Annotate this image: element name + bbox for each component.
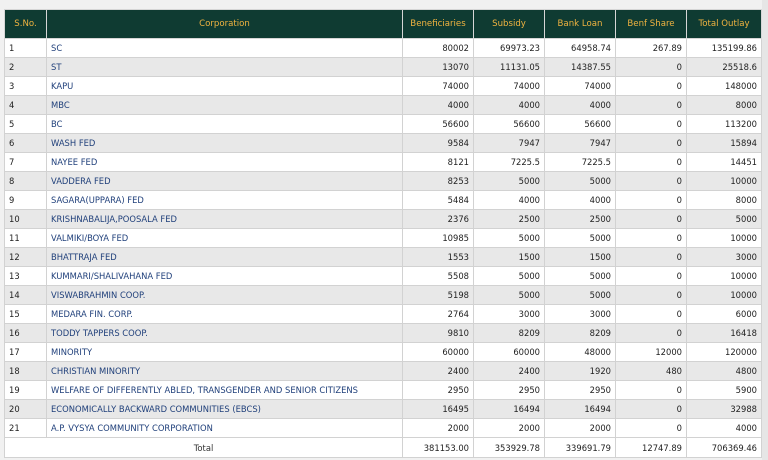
row-beneficiaries: 4000: [403, 96, 474, 115]
row-total-outlay: 25518.6: [687, 58, 762, 77]
table-row: [5, 96, 762, 115]
row-benf-share: 480: [616, 362, 687, 381]
row-bank-loan: 4000: [545, 191, 616, 210]
row-corporation-link[interactable]: VADDERA FED: [47, 172, 403, 191]
row-bank-loan: 5000: [545, 172, 616, 191]
row-sno: 18: [5, 362, 47, 381]
row-benf-share: 0: [616, 115, 687, 134]
row-bank-loan: 2950: [545, 381, 616, 400]
row-benf-share: 0: [616, 381, 687, 400]
row-total-outlay: 8000: [687, 96, 762, 115]
table-row: [5, 286, 762, 305]
row-corporation-link[interactable]: SC: [47, 39, 403, 58]
row-bank-loan: 74000: [545, 77, 616, 96]
row-beneficiaries: 16495: [403, 400, 474, 419]
row-beneficiaries: 2950: [403, 381, 474, 400]
row-corporation-link[interactable]: SAGARA(UPPARA) FED: [47, 191, 403, 210]
total-outlay: 706369.46: [687, 438, 762, 458]
row-bank-loan: 16494: [545, 400, 616, 419]
table-row: [5, 134, 762, 153]
row-bank-loan: 4000: [545, 96, 616, 115]
row-benf-share: 0: [616, 134, 687, 153]
row-benf-share: 0: [616, 248, 687, 267]
row-sno: 12: [5, 248, 47, 267]
row-sno: 6: [5, 134, 47, 153]
row-sno: 3: [5, 77, 47, 96]
row-beneficiaries: 9584: [403, 134, 474, 153]
row-benf-share: 0: [616, 172, 687, 191]
row-sno: 16: [5, 324, 47, 343]
row-sno: 17: [5, 343, 47, 362]
row-sno: 21: [5, 419, 47, 438]
header-subsidy[interactable]: Subsidy: [474, 10, 545, 39]
row-benf-share: 0: [616, 419, 687, 438]
row-beneficiaries: 5484: [403, 191, 474, 210]
header-bank-loan[interactable]: Bank Loan: [545, 10, 616, 39]
table-row: [5, 153, 762, 172]
row-subsidy: 5000: [474, 172, 545, 191]
row-subsidy: 7947: [474, 134, 545, 153]
table-row: [5, 39, 762, 58]
total-subsidy: 353929.78: [474, 438, 545, 458]
row-beneficiaries: 56600: [403, 115, 474, 134]
row-subsidy: 2500: [474, 210, 545, 229]
header-total-outlay[interactable]: Total Outlay: [687, 10, 762, 39]
row-bank-loan: 64958.74: [545, 39, 616, 58]
row-subsidy: 60000: [474, 343, 545, 362]
table-row: [5, 210, 762, 229]
row-subsidy: 2000: [474, 419, 545, 438]
header-corporation[interactable]: Corporation: [47, 10, 403, 39]
row-subsidy: 8209: [474, 324, 545, 343]
table-row: [5, 267, 762, 286]
row-subsidy: 5000: [474, 286, 545, 305]
table-row: [5, 229, 762, 248]
row-bank-loan: 1920: [545, 362, 616, 381]
row-corporation-link[interactable]: KUMMARI/SHALIVAHANA FED: [47, 267, 403, 286]
row-subsidy: 5000: [474, 229, 545, 248]
table-row: [5, 115, 762, 134]
row-total-outlay: 32988: [687, 400, 762, 419]
row-corporation-link[interactable]: TODDY TAPPERS COOP.: [47, 324, 403, 343]
row-total-outlay: 10000: [687, 286, 762, 305]
row-total-outlay: 15894: [687, 134, 762, 153]
row-corporation-link[interactable]: BC: [47, 115, 403, 134]
table-row: [5, 381, 762, 400]
row-beneficiaries: 60000: [403, 343, 474, 362]
row-bank-loan: 5000: [545, 267, 616, 286]
row-total-outlay: 10000: [687, 172, 762, 191]
row-total-outlay: 3000: [687, 248, 762, 267]
row-bank-loan: 14387.55: [545, 58, 616, 77]
row-benf-share: 0: [616, 96, 687, 115]
row-total-outlay: 120000: [687, 343, 762, 362]
total-label: Total: [5, 438, 403, 458]
corporation-outlay-table: [4, 9, 762, 458]
total-benf-share: 12747.89: [616, 438, 687, 458]
header-benf-share[interactable]: Benf Share: [616, 10, 687, 39]
row-corporation-link[interactable]: CHRISTIAN MINORITY: [47, 362, 403, 381]
row-sno: 1: [5, 39, 47, 58]
row-beneficiaries: 2000: [403, 419, 474, 438]
row-subsidy: 16494: [474, 400, 545, 419]
row-sno: 4: [5, 96, 47, 115]
row-bank-loan: 56600: [545, 115, 616, 134]
row-bank-loan: 5000: [545, 229, 616, 248]
row-corporation-link[interactable]: WASH FED: [47, 134, 403, 153]
row-total-outlay: 5900: [687, 381, 762, 400]
row-benf-share: 0: [616, 153, 687, 172]
row-bank-loan: 5000: [545, 286, 616, 305]
row-sno: 13: [5, 267, 47, 286]
row-sno: 20: [5, 400, 47, 419]
row-corporation-link[interactable]: MEDARA FIN. CORP.: [47, 305, 403, 324]
table-row: [5, 419, 762, 438]
row-beneficiaries: 74000: [403, 77, 474, 96]
total-bank-loan: 339691.79: [545, 438, 616, 458]
row-total-outlay: 4000: [687, 419, 762, 438]
row-corporation-link[interactable]: WELFARE OF DIFFERENTLY ABLED, TRANSGENDER AND SENIOR CITIZENS: [47, 381, 403, 400]
row-benf-share: 0: [616, 77, 687, 96]
row-subsidy: 56600: [474, 115, 545, 134]
row-bank-loan: 7225.5: [545, 153, 616, 172]
row-subsidy: 74000: [474, 77, 545, 96]
table-row: [5, 305, 762, 324]
total-beneficiaries: 381153.00: [403, 438, 474, 458]
table-row: [5, 343, 762, 362]
row-subsidy: 1500: [474, 248, 545, 267]
row-beneficiaries: 8253: [403, 172, 474, 191]
row-benf-share: 0: [616, 229, 687, 248]
header-sno[interactable]: S.No.: [5, 10, 47, 39]
table-row: [5, 248, 762, 267]
row-subsidy: 2950: [474, 381, 545, 400]
row-bank-loan: 48000: [545, 343, 616, 362]
row-subsidy: 4000: [474, 191, 545, 210]
row-corporation-link[interactable]: KRISHNABALIJA,POOSALA FED: [47, 210, 403, 229]
row-corporation-link[interactable]: NAYEE FED: [47, 153, 403, 172]
row-corporation-link[interactable]: VISWABRAHMIN COOP.: [47, 286, 403, 305]
total-row: [5, 438, 762, 458]
row-subsidy: 3000: [474, 305, 545, 324]
row-bank-loan: 1500: [545, 248, 616, 267]
row-benf-share: 0: [616, 400, 687, 419]
row-total-outlay: 16418: [687, 324, 762, 343]
table-row: [5, 362, 762, 381]
row-beneficiaries: 5508: [403, 267, 474, 286]
row-beneficiaries: 10985: [403, 229, 474, 248]
row-corporation-link[interactable]: VALMIKI/BOYA FED: [47, 229, 403, 248]
row-subsidy: 2400: [474, 362, 545, 381]
row-total-outlay: 14451: [687, 153, 762, 172]
row-benf-share: 0: [616, 58, 687, 77]
row-beneficiaries: 8121: [403, 153, 474, 172]
row-corporation-link[interactable]: ECONOMICALLY BACKWARD COMMUNITIES (EBCS): [47, 400, 403, 419]
row-subsidy: 69973.23: [474, 39, 545, 58]
table-row: [5, 77, 762, 96]
row-subsidy: 4000: [474, 96, 545, 115]
row-benf-share: 12000: [616, 343, 687, 362]
table-row: [5, 58, 762, 77]
row-benf-share: 0: [616, 191, 687, 210]
row-corporation-link[interactable]: MINORITY: [47, 343, 403, 362]
row-total-outlay: 148000: [687, 77, 762, 96]
row-beneficiaries: 80002: [403, 39, 474, 58]
row-sno: 10: [5, 210, 47, 229]
header-beneficiaries[interactable]: Beneficiaries: [403, 10, 474, 39]
row-bank-loan: 7947: [545, 134, 616, 153]
row-total-outlay: 135199.86: [687, 39, 762, 58]
row-sno: 2: [5, 58, 47, 77]
table-row: [5, 324, 762, 343]
row-benf-share: 0: [616, 286, 687, 305]
row-total-outlay: 10000: [687, 267, 762, 286]
row-sno: 19: [5, 381, 47, 400]
row-subsidy: 5000: [474, 267, 545, 286]
row-sno: 15: [5, 305, 47, 324]
row-total-outlay: 6000: [687, 305, 762, 324]
row-bank-loan: 2500: [545, 210, 616, 229]
row-total-outlay: 113200: [687, 115, 762, 134]
row-corporation-link[interactable]: MBC: [47, 96, 403, 115]
row-bank-loan: 8209: [545, 324, 616, 343]
table-row: [5, 191, 762, 210]
row-corporation-link[interactable]: KAPU: [47, 77, 403, 96]
table-header-row: [5, 10, 762, 39]
row-bank-loan: 2000: [545, 419, 616, 438]
row-sno: 5: [5, 115, 47, 134]
row-corporation-link[interactable]: BHATTRAJA FED: [47, 248, 403, 267]
row-subsidy: 11131.05: [474, 58, 545, 77]
row-subsidy: 7225.5: [474, 153, 545, 172]
row-beneficiaries: 2764: [403, 305, 474, 324]
row-corporation-link[interactable]: A.P. VYSYA COMMUNITY CORPORATION: [47, 419, 403, 438]
row-beneficiaries: 5198: [403, 286, 474, 305]
scrollbar-track[interactable]: [762, 0, 768, 460]
row-sno: 11: [5, 229, 47, 248]
row-beneficiaries: 2400: [403, 362, 474, 381]
row-beneficiaries: 13070: [403, 58, 474, 77]
row-beneficiaries: 1553: [403, 248, 474, 267]
row-sno: 14: [5, 286, 47, 305]
row-total-outlay: 10000: [687, 229, 762, 248]
table-row: [5, 172, 762, 191]
row-benf-share: 0: [616, 324, 687, 343]
row-benf-share: 267.89: [616, 39, 687, 58]
row-total-outlay: 8000: [687, 191, 762, 210]
row-beneficiaries: 9810: [403, 324, 474, 343]
row-benf-share: 0: [616, 305, 687, 324]
row-sno: 7: [5, 153, 47, 172]
row-total-outlay: 4800: [687, 362, 762, 381]
row-sno: 9: [5, 191, 47, 210]
row-total-outlay: 5000: [687, 210, 762, 229]
table-row: [5, 400, 762, 419]
row-sno: 8: [5, 172, 47, 191]
row-benf-share: 0: [616, 210, 687, 229]
row-benf-share: 0: [616, 267, 687, 286]
row-bank-loan: 3000: [545, 305, 616, 324]
row-beneficiaries: 2376: [403, 210, 474, 229]
row-corporation-link[interactable]: ST: [47, 58, 403, 77]
